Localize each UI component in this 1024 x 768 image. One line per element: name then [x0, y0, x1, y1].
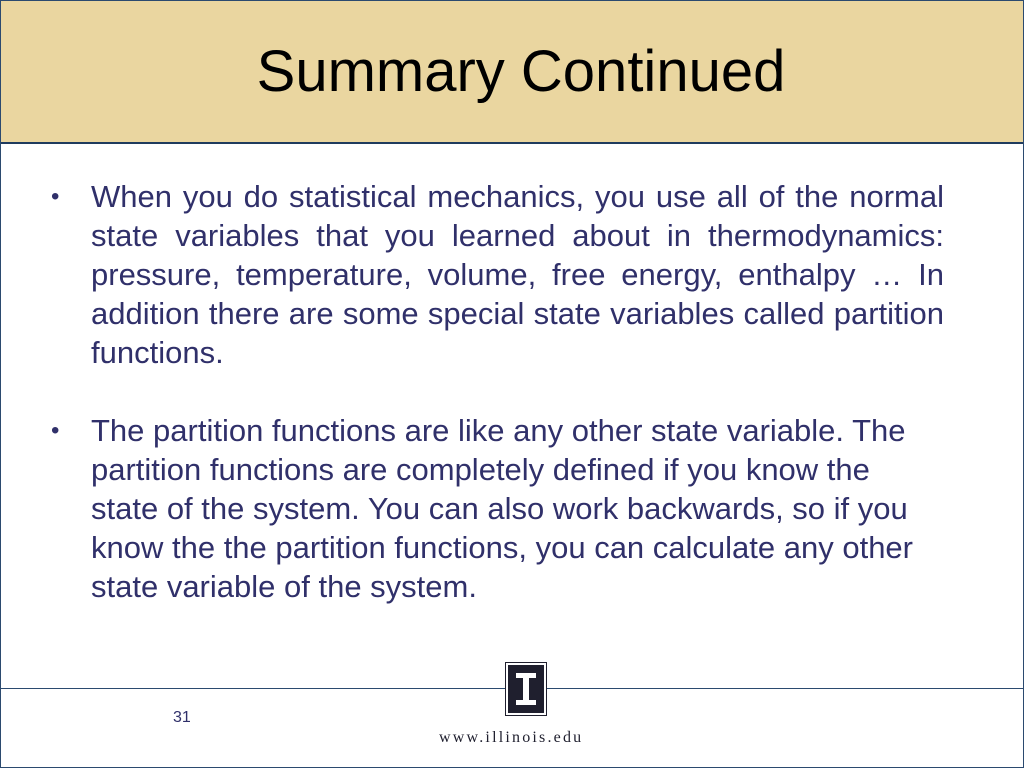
bullet-text: The partition functions are like any other state variable. The partition functions are completely defined if you know the state of the system. You can also work backwards, so if you know the the partition functions, you can calculate any other state variable of the system. [91, 413, 913, 604]
bullet-item [51, 177, 944, 372]
illinois-block-i-icon [506, 663, 546, 715]
title-bar [1, 1, 1023, 144]
bullet-marker: • [51, 417, 60, 444]
bullet-list [51, 177, 944, 606]
bullet-marker: • [51, 183, 60, 210]
website-url: www.illinois.edu [439, 729, 584, 746]
bullet-text: When you do statistical mechanics, you use all of the normal state variables that you learned about in thermodynamics: pressure, temperature, volume, free energy, enthalpy … In addition there are some special state variables called partition functions. [91, 179, 944, 370]
slide-title: Summary Continued [256, 39, 786, 104]
bullet-item [51, 411, 944, 606]
page-number: 31 [173, 709, 191, 726]
